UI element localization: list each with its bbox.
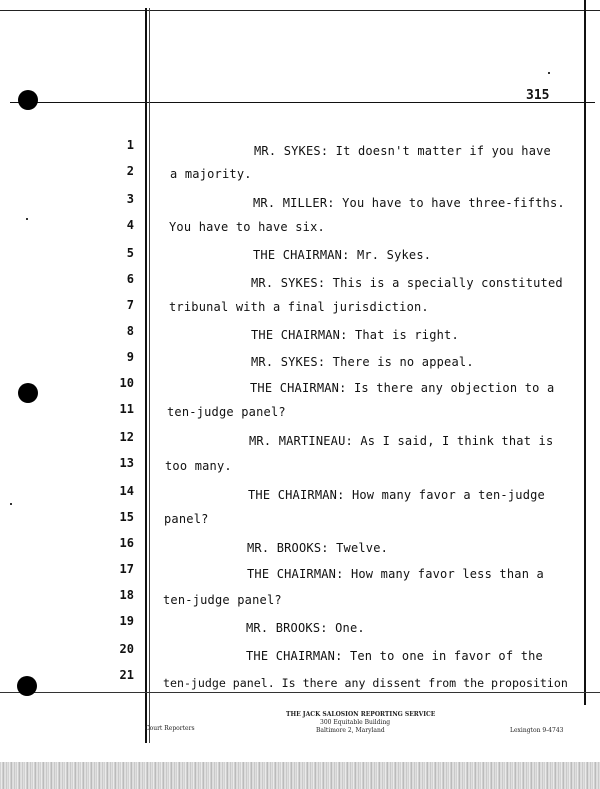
line-number: 13 — [119, 456, 134, 470]
left-margin-rule — [145, 8, 147, 743]
line-number: 17 — [119, 562, 134, 576]
transcript-line: MR. BROOKS: Twelve. — [247, 541, 389, 555]
punch-hole-middle — [18, 383, 38, 403]
transcript-line: THE CHAIRMAN: How many favor a ten-judge — [248, 488, 545, 502]
line-number: 21 — [119, 668, 134, 682]
transcript-line: MR. SYKES: There is no appeal. — [251, 355, 474, 369]
line-number: 1 — [126, 138, 134, 152]
transcript-line: THE CHAIRMAN: That is right. — [251, 328, 459, 342]
right-margin-rule — [584, 0, 586, 705]
line-number: 5 — [126, 246, 134, 260]
line-number: 8 — [126, 324, 134, 338]
transcript-line: ten-judge panel? — [163, 593, 282, 607]
line-number: 14 — [119, 484, 134, 498]
line-number: 18 — [119, 588, 134, 602]
punch-hole-bottom — [17, 676, 37, 696]
scan-speck — [26, 218, 28, 220]
transcript-line: You have to have six. — [169, 220, 325, 234]
transcript-line: THE CHAIRMAN: Ten to one in favor of the — [246, 649, 543, 663]
line-number: 3 — [126, 192, 134, 206]
line-number: 10 — [119, 376, 134, 390]
line-number: 9 — [126, 350, 134, 364]
transcript-line: MR. SYKES: It doesn't matter if you have — [254, 144, 551, 158]
line-number: 12 — [119, 430, 134, 444]
transcript-line: MR. MARTINEAU: As I said, I think that is — [249, 434, 554, 448]
scan-speck — [548, 72, 550, 74]
header-rule — [10, 102, 595, 103]
transcript-line: too many. — [165, 459, 232, 473]
line-number: 20 — [119, 642, 134, 656]
transcript-line: MR. MILLER: You have to have three-fifths. — [253, 196, 565, 210]
line-number: 11 — [119, 402, 134, 416]
transcript-line: ten-judge panel? — [167, 405, 286, 419]
transcript-line: a majority. — [170, 167, 252, 181]
line-number: 6 — [126, 272, 134, 286]
line-number: 15 — [119, 510, 134, 524]
line-number: 4 — [126, 218, 134, 232]
transcript-line: THE CHAIRMAN: Is there any objection to a — [250, 381, 555, 395]
top-edge — [0, 0, 600, 11]
transcript-line: THE CHAIRMAN: Mr. Sykes. — [253, 248, 432, 262]
footer-address: 300 Equitable Building — [320, 719, 391, 726]
footer-phone: Lexington 9-4743 — [510, 727, 564, 734]
scan-noise-strip — [0, 762, 600, 789]
transcript-line: tribunal with a final jurisdiction. — [169, 300, 429, 314]
footer-city: Baltimore 2, Maryland — [316, 727, 385, 734]
scan-speck — [10, 503, 12, 505]
line-number: 7 — [126, 298, 134, 312]
footer-left: Court Reporters — [145, 725, 195, 732]
transcript-line: MR. BROOKS: One. — [246, 621, 365, 635]
punch-hole-top — [18, 90, 38, 110]
left-margin-rule-inner — [149, 8, 150, 743]
line-number: 19 — [119, 614, 134, 628]
footer-rule — [0, 692, 600, 693]
line-number: 2 — [126, 164, 134, 178]
transcript-line: MR. SYKES: This is a specially constituted — [251, 276, 563, 290]
transcript-line: panel? — [164, 512, 209, 526]
transcript-line: THE CHAIRMAN: How many favor less than a — [247, 567, 544, 581]
page-number: 315 — [526, 88, 550, 103]
line-number: 16 — [119, 536, 134, 550]
footer-company: THE JACK SALOSION REPORTING SERVICE — [286, 711, 436, 718]
transcript-line: ten-judge panel. Is there any dissent from the proposition — [163, 676, 568, 690]
